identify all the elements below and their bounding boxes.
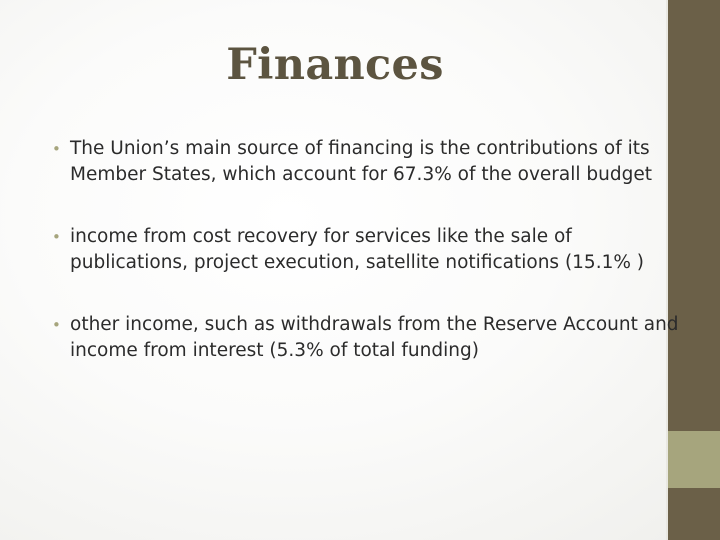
bullet-marker: • (52, 140, 61, 158)
bullet-item-cost-recovery (52, 224, 692, 276)
bullet-list (52, 136, 692, 400)
bullet-text: income from cost recovery for services like the sale of publications, project execution, satellite notifications (15.1% ) (70, 226, 645, 273)
bullet-item-member-contributions (52, 136, 692, 188)
sidebar-accent-block (668, 431, 720, 488)
bullet-text: The Union’s main source of financing is the contributions of its Member States, which account for 67.3% of the overall budget (70, 138, 652, 185)
bullet-marker: • (52, 316, 61, 334)
bullet-marker: • (52, 228, 61, 246)
slide-title: Finances (226, 40, 444, 90)
bullet-text: other income, such as withdrawals from the Reserve Account and income from interest (5.3% of total funding) (70, 314, 679, 361)
bullet-item-other-income (52, 312, 692, 364)
